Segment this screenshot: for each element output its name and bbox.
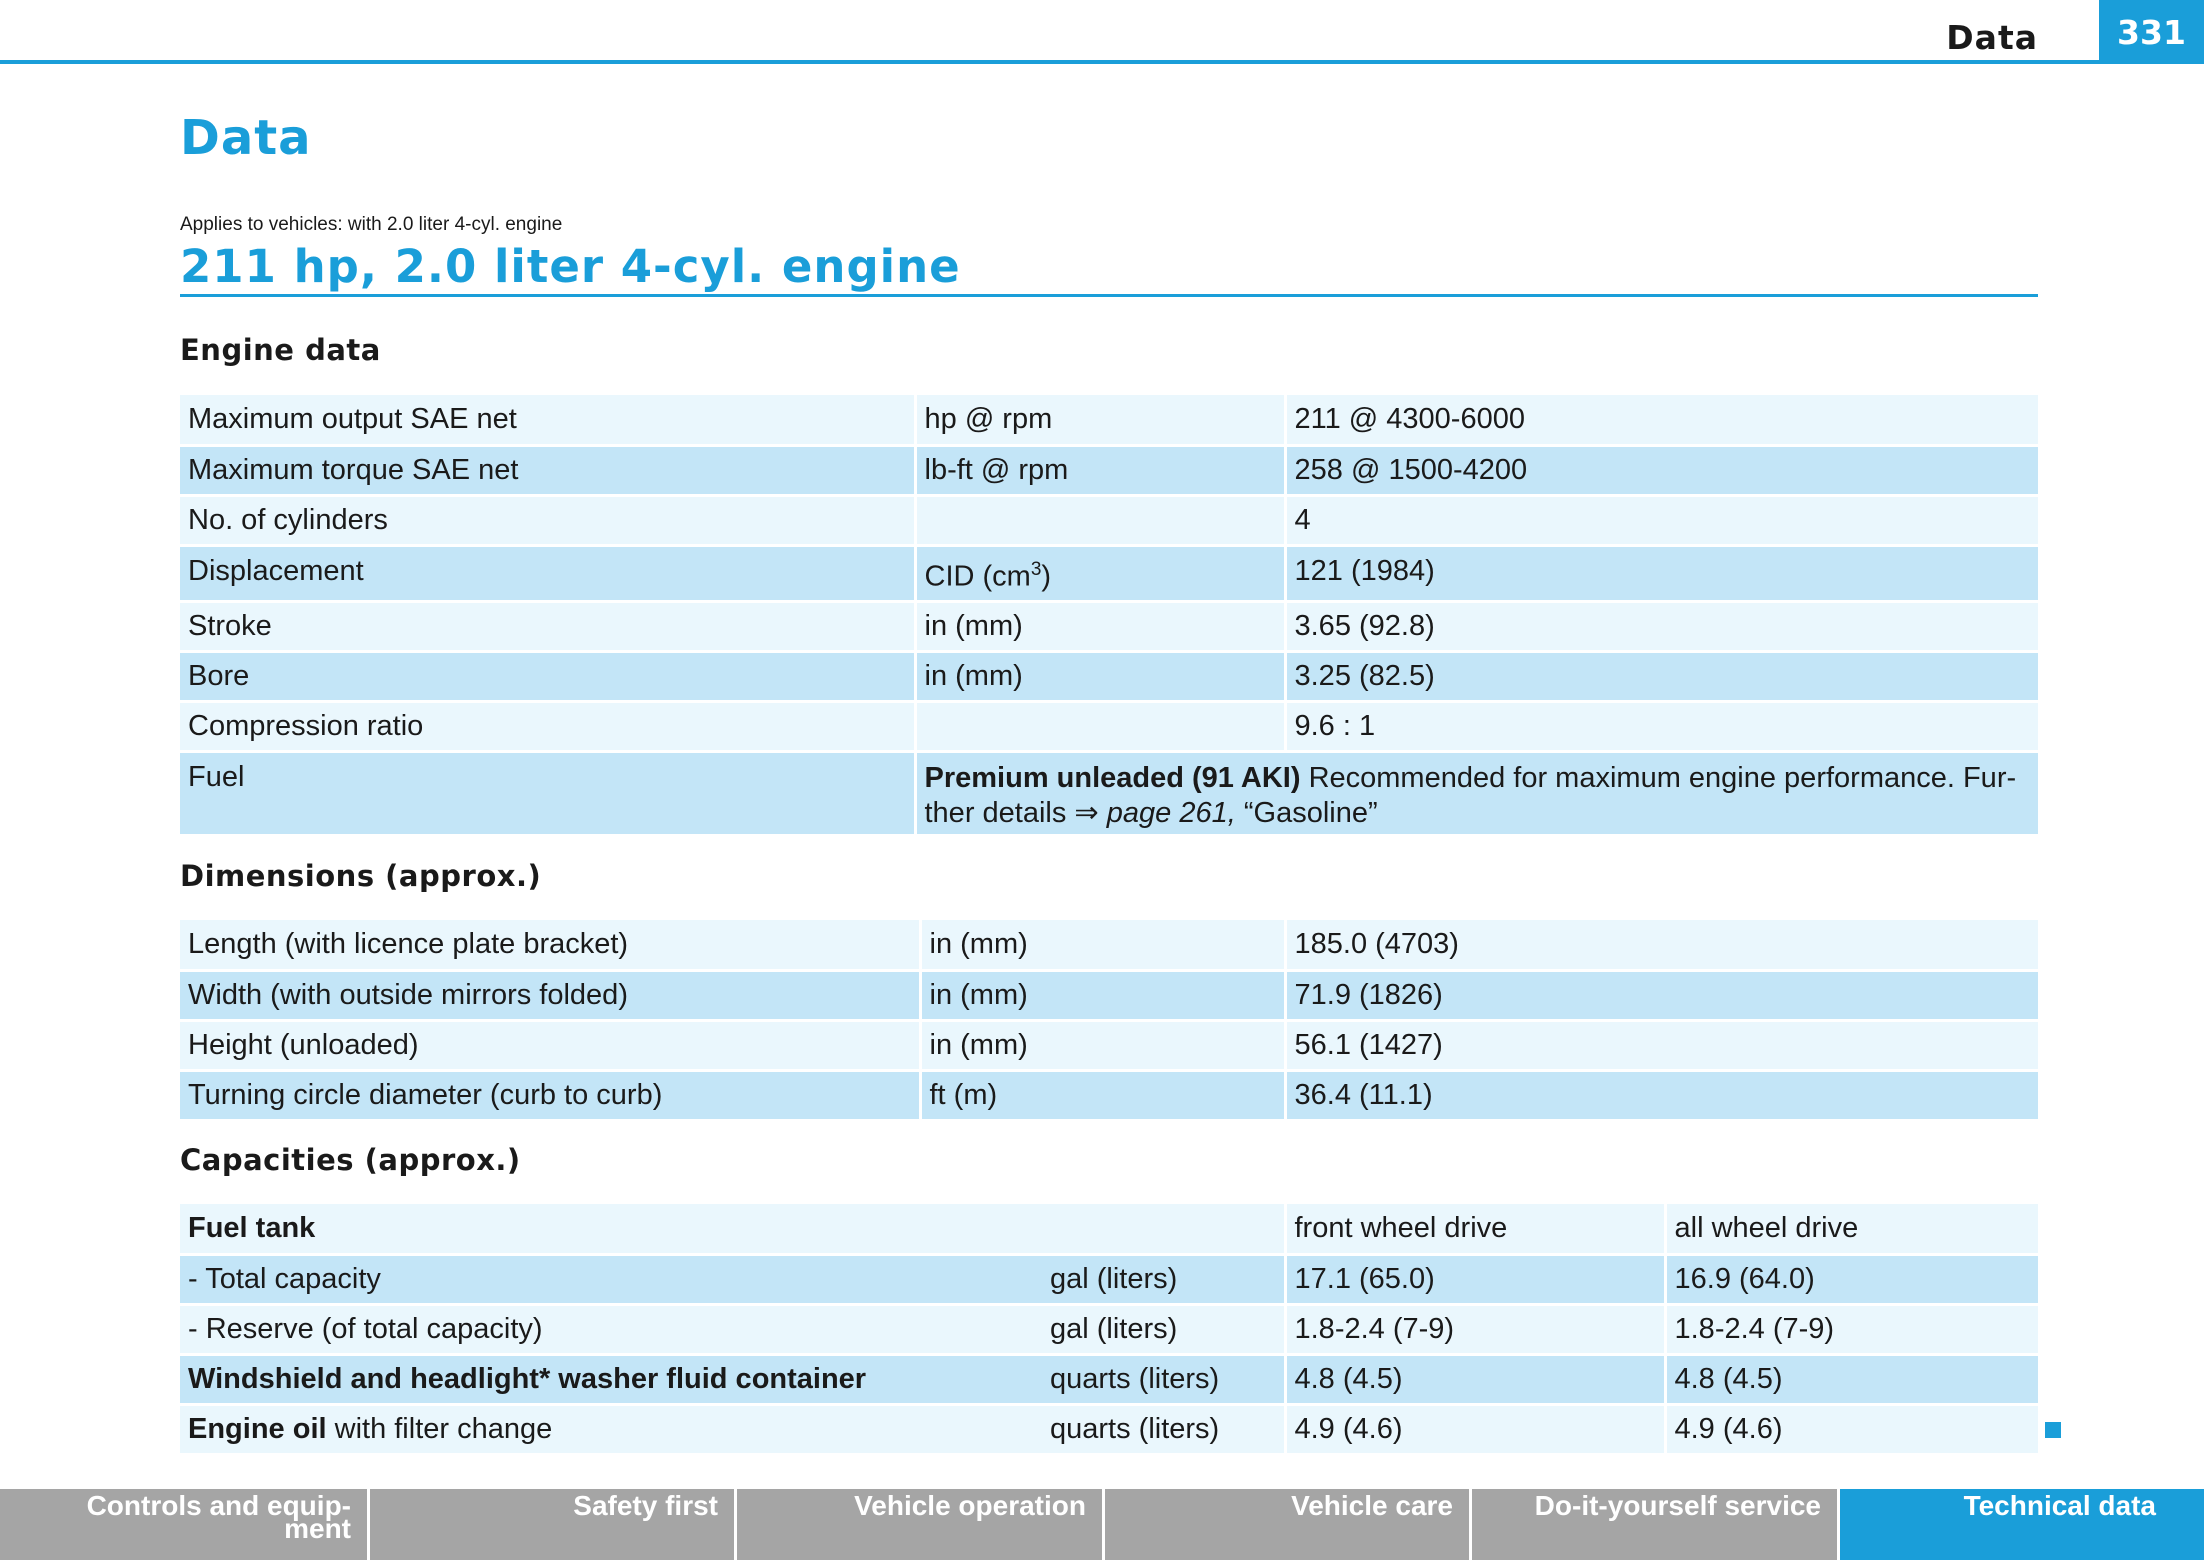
- row-unit: in (mm): [920, 970, 1285, 1020]
- row-label: Compression ratio: [180, 701, 915, 751]
- row-label: Bore: [180, 651, 915, 701]
- row-value: 56.1 (1427): [1285, 1020, 2038, 1070]
- page-number: 331: [2099, 0, 2204, 64]
- fuel-tank-label: Fuel tank: [180, 1204, 1042, 1254]
- row-unit: ft (m): [920, 1070, 1285, 1120]
- row-label: [180, 1404, 1042, 1454]
- row-label: No. of cylinders: [180, 495, 915, 545]
- applies-to-note: Applies to vehicles: with 2.0 liter 4-cyl. engine: [180, 214, 563, 235]
- row-label: Height (unloaded): [180, 1020, 920, 1070]
- table-row: [180, 1404, 2038, 1454]
- table-row: [180, 601, 2038, 651]
- row-label: - Total capacity: [180, 1254, 1042, 1304]
- chapter-tabs: [0, 1489, 2204, 1560]
- fuel-text-2: ther details: [924, 796, 1075, 829]
- row-unit: quarts (liters): [1042, 1404, 1285, 1454]
- header-section-title: Data: [1946, 18, 2038, 57]
- row-unit: [915, 545, 1285, 601]
- engine-data-heading: Engine data: [180, 333, 381, 367]
- tab-label: Technical data: [1963, 1490, 2156, 1521]
- table-row: [180, 1020, 2038, 1070]
- tab-label: Controls and equip-: [86, 1490, 351, 1521]
- row-value-fwd: 17.1 (65.0): [1285, 1254, 1665, 1304]
- table-row: [180, 970, 2038, 1020]
- row-label: Displacement: [180, 545, 915, 601]
- table-row: [180, 395, 2038, 445]
- cross-reference-arrow-icon: ⇒: [1074, 796, 1099, 829]
- row-label-rest: with filter change: [326, 1412, 553, 1445]
- table-row: [180, 1070, 2038, 1120]
- table-row: [180, 651, 2038, 701]
- page-reference-link[interactable]: page 261,: [1098, 796, 1236, 829]
- dimensions-heading: Dimensions (approx.): [180, 859, 542, 893]
- capacities-table: [180, 1204, 2038, 1456]
- row-value: 121 (1984): [1285, 545, 2038, 601]
- row-unit: quarts (liters): [1042, 1354, 1285, 1404]
- row-value: 4: [1285, 495, 2038, 545]
- tab-technical-data[interactable]: [1840, 1489, 2204, 1560]
- row-unit: gal (liters): [1042, 1304, 1285, 1354]
- row-unit: lb-ft @ rpm: [915, 445, 1285, 495]
- tab-label-line2: ment: [284, 1513, 351, 1544]
- section-end-marker-icon: [2045, 1422, 2061, 1438]
- row-unit: hp @ rpm: [915, 395, 1285, 445]
- row-value: 9.6 : 1: [1285, 701, 2038, 751]
- column-header-fwd: front wheel drive: [1285, 1204, 1665, 1254]
- row-value-awd: 16.9 (64.0): [1665, 1254, 2038, 1304]
- table-row: [180, 1304, 2038, 1354]
- row-unit: [915, 701, 1285, 751]
- row-label: Length (with licence plate bracket): [180, 920, 920, 970]
- table-row: [180, 701, 2038, 751]
- row-value-awd: 1.8-2.4 (7-9): [1665, 1304, 2038, 1354]
- dimensions-table: [180, 920, 2038, 1122]
- table-row-fuel: [180, 751, 2038, 835]
- row-value-awd: 4.8 (4.5): [1665, 1354, 2038, 1404]
- row-unit: in (mm): [920, 1020, 1285, 1070]
- row-value-awd: 4.9 (4.6): [1665, 1404, 2038, 1454]
- row-label: - Reserve (of total capacity): [180, 1304, 1042, 1354]
- row-unit: in (mm): [920, 920, 1285, 970]
- row-value: 258 @ 1500-4200: [1285, 445, 2038, 495]
- row-label-bold: Windshield and headlight* washer fluid container: [188, 1362, 867, 1395]
- table-row: [180, 1354, 2038, 1404]
- row-value: 211 @ 4300-6000: [1285, 395, 2038, 445]
- unit-superscript: 3: [1030, 558, 1042, 580]
- table-row: [180, 495, 2038, 545]
- row-unit: [915, 495, 1285, 545]
- row-value: 71.9 (1826): [1285, 970, 2038, 1020]
- fuel-grade: Premium unleaded (91 AKI): [924, 761, 1301, 794]
- row-unit: gal (liters): [1042, 1254, 1285, 1304]
- fuel-text: Recommended for maximum engine performance. Fur-: [1300, 761, 2017, 794]
- row-value: 185.0 (4703): [1285, 920, 2038, 970]
- fuel-description: [915, 751, 2038, 835]
- column-header-awd: all wheel drive: [1665, 1204, 2038, 1254]
- tab-vehicle-care[interactable]: [1105, 1489, 1472, 1560]
- row-value: 36.4 (11.1): [1285, 1070, 2038, 1120]
- tab-do-it-yourself-service[interactable]: [1472, 1489, 1840, 1560]
- tab-safety-first[interactable]: [370, 1489, 737, 1560]
- tab-label: Do-it-yourself service: [1534, 1490, 1821, 1521]
- fuel-quote: “Gasoline”: [1235, 796, 1378, 829]
- row-value-fwd: 4.8 (4.5): [1285, 1354, 1665, 1404]
- table-row: [180, 920, 2038, 970]
- row-label: Maximum torque SAE net: [180, 445, 915, 495]
- table-row: [180, 445, 2038, 495]
- row-unit: in (mm): [915, 651, 1285, 701]
- row-value: 3.65 (92.8): [1285, 601, 2038, 651]
- row-value-fwd: 4.9 (4.6): [1285, 1404, 1665, 1454]
- tab-label: Safety first: [573, 1490, 718, 1521]
- table-row: [180, 1254, 2038, 1304]
- row-value: 3.25 (82.5): [1285, 651, 2038, 701]
- row-label: Turning circle diameter (curb to curb): [180, 1070, 920, 1120]
- tab-label: Vehicle care: [1291, 1490, 1453, 1521]
- row-unit: in (mm): [915, 601, 1285, 651]
- empty-cell: [1042, 1204, 1285, 1254]
- section-title: 211 hp, 2.0 liter 4-cyl. engine: [180, 240, 961, 293]
- engine-data-table: [180, 395, 2038, 837]
- row-label: Fuel: [180, 751, 915, 835]
- capacities-heading: Capacities (approx.): [180, 1143, 521, 1177]
- tab-label: Vehicle operation: [854, 1490, 1086, 1521]
- row-value-fwd: 1.8-2.4 (7-9): [1285, 1304, 1665, 1354]
- table-header-row: [180, 1204, 2038, 1254]
- header-rule: [0, 60, 2204, 64]
- unit-text: CID (cm: [924, 560, 1031, 593]
- row-label: Maximum output SAE net: [180, 395, 915, 445]
- page-title: Data: [180, 110, 312, 166]
- table-row: [180, 545, 2038, 601]
- row-label-bold: Engine oil: [188, 1412, 327, 1445]
- tab-controls-and-equipment[interactable]: [0, 1489, 370, 1560]
- row-label: Width (with outside mirrors folded): [180, 970, 920, 1020]
- section-rule: [180, 294, 2038, 297]
- row-label: [180, 1354, 1042, 1404]
- tab-vehicle-operation[interactable]: [737, 1489, 1105, 1560]
- row-label: Stroke: [180, 601, 915, 651]
- unit-text-end: ): [1041, 560, 1052, 593]
